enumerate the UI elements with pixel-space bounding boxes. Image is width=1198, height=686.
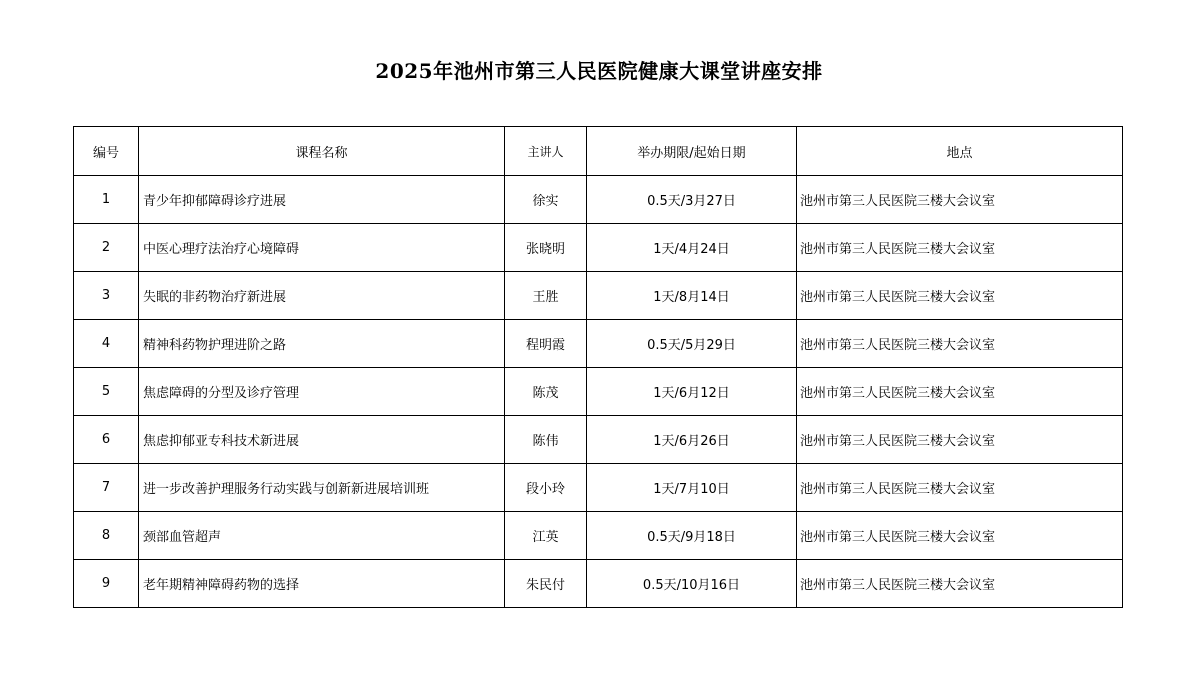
location: 池州市第三人民医院三楼大会议室 [797,320,1123,368]
row-number: 8 [74,512,139,560]
duration-date: 1天/7月10日 [587,464,797,512]
location: 池州市第三人民医院三楼大会议室 [797,416,1123,464]
speaker: 朱民付 [505,560,587,608]
course-name: 青少年抑郁障碍诊疗进展 [139,176,505,224]
table-row [74,272,1123,320]
speaker: 徐实 [505,176,587,224]
course-name: 焦虑障碍的分型及诊疗管理 [139,368,505,416]
speaker: 程明霞 [505,320,587,368]
speaker: 江英 [505,512,587,560]
speaker: 段小玲 [505,464,587,512]
table-row [74,512,1123,560]
location: 池州市第三人民医院三楼大会议室 [797,224,1123,272]
header-course-name: 课程名称 [139,127,505,176]
row-number: 9 [74,560,139,608]
table-row [74,320,1123,368]
duration-date: 0.5天/5月29日 [587,320,797,368]
table-body [74,176,1123,608]
course-name: 进一步改善护理服务行动实践与创新新进展培训班 [139,464,505,512]
duration-date: 0.5天/9月18日 [587,512,797,560]
row-number: 5 [74,368,139,416]
duration-date: 0.5天/3月27日 [587,176,797,224]
table-row [74,560,1123,608]
duration-date: 1天/6月26日 [587,416,797,464]
header-speaker: 主讲人 [505,127,587,176]
duration-date: 1天/4月24日 [587,224,797,272]
header-number: 编号 [74,127,139,176]
row-number: 6 [74,416,139,464]
table-row [74,224,1123,272]
row-number: 1 [74,176,139,224]
speaker: 陈茂 [505,368,587,416]
header-row [74,127,1123,176]
header-location: 地点 [797,127,1123,176]
page-title: 2025年池州市第三人民医院健康大课堂讲座安排 [375,59,823,83]
row-number: 7 [74,464,139,512]
duration-date: 0.5天/10月16日 [587,560,797,608]
speaker: 王胜 [505,272,587,320]
location: 池州市第三人民医院三楼大会议室 [797,512,1123,560]
table-header [74,127,1123,176]
table-row [74,176,1123,224]
course-name: 失眠的非药物治疗新进展 [139,272,505,320]
speaker: 陈伟 [505,416,587,464]
course-name: 精神科药物护理进阶之路 [139,320,505,368]
location: 池州市第三人民医院三楼大会议室 [797,272,1123,320]
table-row [74,464,1123,512]
lecture-schedule-table [73,126,1123,608]
table-row [74,416,1123,464]
location: 池州市第三人民医院三楼大会议室 [797,560,1123,608]
course-name: 焦虑抑郁亚专科技术新进展 [139,416,505,464]
location: 池州市第三人民医院三楼大会议室 [797,368,1123,416]
course-name: 中医心理疗法治疗心境障碍 [139,224,505,272]
table-row [74,368,1123,416]
course-name: 颈部血管超声 [139,512,505,560]
course-name: 老年期精神障碍药物的选择 [139,560,505,608]
row-number: 3 [74,272,139,320]
header-duration-date: 举办期限/起始日期 [587,127,797,176]
location: 池州市第三人民医院三楼大会议室 [797,176,1123,224]
speaker: 张晓明 [505,224,587,272]
row-number: 4 [74,320,139,368]
row-number: 2 [74,224,139,272]
location: 池州市第三人民医院三楼大会议室 [797,464,1123,512]
duration-date: 1天/8月14日 [587,272,797,320]
duration-date: 1天/6月12日 [587,368,797,416]
